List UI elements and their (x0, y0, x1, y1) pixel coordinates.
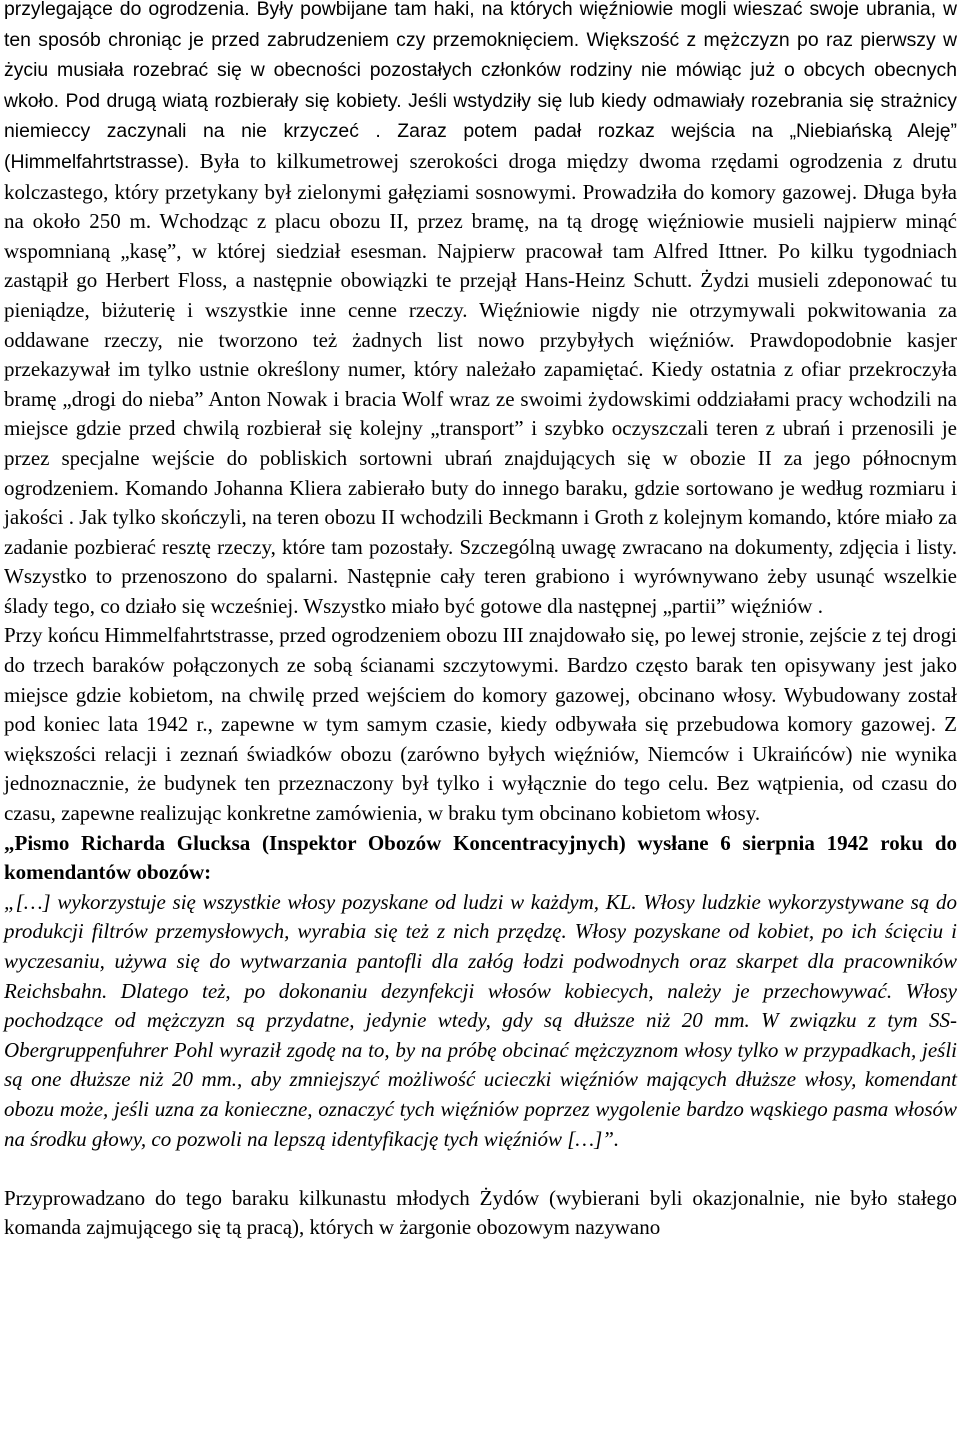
paragraph-serif-run: Była to kilkumetrowej szerokości droga między dwoma rzędami ogrodzenia z drutu kolczastego, który przetykany był zielonymi gałęziami sosnowymi. Prowadziła do komory gazowej. Długa była na około 250 m. Wchodząc z placu obozu II, przez bramę, na tą drogę więźniowie musieli najpierw minąć wspomnianą „kasę”, w której siedział esesman. Najpierw pracował tam Alfred Ittner. Po kilku tygodniach zastąpił go Herbert Floss, a następnie obowiązki te przejął Hans-Heinz Schutt. Żydzi musieli zdeponować tu pieniądze, biżuterię i wszystkie inne cenne rzeczy. Więźniowie nigdy nie otrzymywali pokwitowania za oddawane rzeczy, nie tworzono też żadnych list nowo przybyłych więźniów. Prawdopodobnie kasjer przekazywał im tylko ustnie określony numer, który należało zapamiętać. Kiedy ostatnia z ofiar przekroczyła bramę „drogi do nieba” Anton Nowak i bracia Wolf wraz ze swoimi żydowskimi oddziałami pracy wchodzili na miejsce gdzie przed chwilą rozbierał się kolejny „transport” i szybko oczyszczali teren z ubrań i przenosili je przez specjalne wejście do pobliskich sortowni ubrań znajdujących się w obozie II za jego północnym ogrodzeniem. Komando Johanna Kliera zabierało buty do innego baraku, gdzie sortowano je według rozmiaru i jakości . Jak tylko skończyli, na teren obozu II wchodzili Beckmann i Groth z kolejnym komando, które miało za zadanie pozbierać resztę rzeczy, które tam pozostały. Szczególną uwagę zwracano na dokumenty, zdjęcia i listy. Wszystko to przenoszono do spalarni. Następnie cały teren grabiono i wyrównywano żeby usunąć wszelkie ślady tego, co działo się wcześniej. Wszystko miało być gotowe dla następnej „partii” więźniów . (4, 148, 957, 618)
paragraph-gap (4, 1154, 957, 1184)
paragraph-sans-run: przylegające do ogrodzenia. Były powbijane tam haki, na których więźniowie mogli wieszać swoje ubrania, w ten sposób chroniąc je przed zabrudzeniem czy przemoknięciem. Większość z mężczyzn po raz pierwszy w życiu musiała rozebrać się w obecności pozostałych członków rodziny nie mówiąc już o obcych obecnych wkoło. Pod drugą wiatą rozbierały się kobiety. Jeśli wstydziły się lub kiedy odmawiały rozebrania się strażnicy niemieccy zaczynali na nie krzyczeć . Zaraz potem padał rozkaz wejścia na „Niebiańską Aleję” (Himmelfahrtstrasse). (4, 0, 957, 173)
quote-body: „[…] wykorzystuje się wszystkie włosy pozyskane od ludzi w każdym, KL. Włosy ludzkie wykorzystywane są do produkcji filtrów przemysłowych, wyrabia się też z nich przędzę. Włosy pozyskane od kobiet, po ich ścięciu i wyczesaniu, używa się do wytwarzania pantofli dla załóg łodzi podwodnych oraz skarpet dla pracowników Reichsbahn. Dlatego też, po dokonaniu dezynfekcji włosów kobiecych, należy je przechowywać. Włosy pochodzące od mężczyzn są przydatne, jedynie wtedy, gdy są dłuższe niż 20 mm. W związku z tym SS-Obergruppenfuhrer Pohl wyraził zgodę na to, by na próbę obcinać mężczyznom włosy tylko w przypadkach, jeśli są one dłuższe niż 20 mm., aby zmniejszyć możliwość ucieczki więźniów mających dłuższe włosy, komendant obozu może, jeśli uzna za konieczne, oznaczyć tych więźniów poprzez wygolenie bardzo wąskiego pasma włosów na środku głowy, co pozwoli na lepszą identyfikację tych więźniów […]”. (4, 889, 957, 1151)
paragraph-hair-barrack: Przy końcu Himmelfahrtstrasse, przed ogrodzeniem obozu III znajdowało się, po lewej stronie, zejście z tej drogi do trzech baraków połączonych ze sobą ścianami szczytowymi. Bardzo często barak ten opisywany jest jako miejsce gdzie kobietom, na chwilę przed wejściem do komory gazowej, obcinano włosy. Wybudowany został pod koniec lata 1942 r., zapewne w tym samym czasie, kiedy odbywała się przebudowa komory gazowej. Z większości relacji i zeznań świadków obozu (zarówno byłych więźniów, Niemców i Ukraińców) nie wynika jednoznacznie, że budynek ten przeznaczony był tylko i wyłącznie do tego celu. Bez wątpienia, od czasu do czasu, zapewne realizując konkretne zamówienia, w braku tym obcinano kobietom włosy. (4, 623, 957, 826)
paragraph-young-jews: Przyprowadzano do tego baraku kilkunastu młodych Żydów (wybierani byli okazjonalnie, nie było stałego komanda zajmującego się tą pracą), których w żargonie obozowym nazywano (4, 1185, 957, 1240)
paragraph-himmelfahrtstrasse (4, 0, 957, 621)
quote-heading: „Pismo Richarda Glucksa (Inspektor Obozów Koncentracyjnych) wysłane 6 sierpnia 1942 roku do komendantów obozów: (4, 830, 957, 885)
